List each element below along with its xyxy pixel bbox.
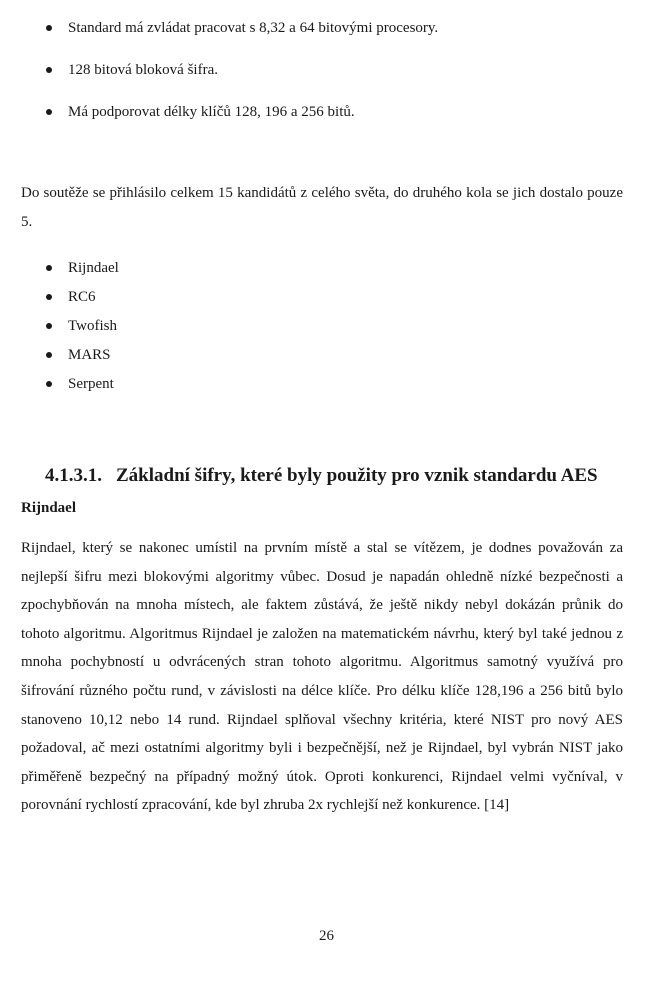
page-number: 26: [319, 928, 334, 944]
list-item-text: Serpent: [68, 376, 114, 392]
list-item-text: Twofish: [68, 318, 117, 334]
list-item: [0, 346, 119, 364]
bullet-icon: [46, 265, 52, 271]
list-item-text: Standard má zvládat pracovat s 8,32 a 64 bitovými procesory.: [68, 20, 439, 36]
list-item-text: RC6: [68, 289, 96, 305]
list-item: [0, 19, 438, 37]
list-item-text: 128 bitová bloková šifra.: [68, 62, 218, 78]
list-item: [0, 103, 438, 121]
section-title: Základní šifry, které byly použity pro vznik standardu AES: [116, 465, 598, 486]
list-item-text: Má podporovat délky klíčů 128, 196 a 256 bitů.: [68, 104, 355, 120]
list-item: [0, 259, 119, 277]
rijndael-paragraph: Rijndael, který se nakonec umístil na prvním místě a stal se vítězem, je dodnes považován za nejlepší šifru mezi blokovými algoritmy vůbec. Dosud je napadán ohledně nízké bezpečnosti a zpochybňován na mnoha místech, ale faktem zůstává, že ještě nikdy nebyl dokázán průnik do tohoto algoritmu. Algoritmus Rijndael je založen na matematickém návrhu, který byl také jednou z mnoha pochybností u odvrácených stran tohoto algoritmu. Algoritmus samotný využívá pro šifrování různého počtu rund, v závislosti na délce klíče. Pro délku klíče 128,196 a 256 bitů bylo stanoveno 10,12 nebo 14 rund. Rijndael splňoval všechny kritéria, které NIST pro nový AES požadoval, ač mezi ostatními algoritmy byli i bezpečnější, než je Rijndael, byl vybrán NIST jako přiměřeně bezpečný na případný možný útok. Oproti konkurenci, Rijndael velmi vyčníval, v porovnání rychlostí zpracování, kde byl zhruba 2x rychlejší než konkurence. [14]: [21, 540, 623, 814]
list-item: [0, 288, 119, 306]
bullet-icon: [46, 381, 52, 387]
bullet-icon: [46, 25, 52, 31]
list-item-text: MARS: [68, 347, 111, 363]
intro-paragraph: Do soutěže se přihlásilo celkem 15 kandidátů z celého světa, do druhého kola se jich dostalo pouze 5.: [21, 185, 623, 230]
list-item-text: Rijndael: [68, 260, 119, 276]
list-item: [0, 317, 119, 335]
section-number: 4.1.3.1.: [45, 465, 102, 486]
bullet-icon: [46, 352, 52, 358]
bullet-icon: [46, 294, 52, 300]
candidates-list: [0, 259, 119, 404]
bullet-icon: [46, 67, 52, 73]
subheading: Rijndael: [21, 500, 77, 516]
requirements-list: [0, 19, 438, 145]
bullet-icon: [46, 109, 52, 115]
bullet-icon: [46, 323, 52, 329]
list-item: [0, 375, 119, 393]
section-heading: [45, 464, 598, 488]
list-item: [0, 61, 438, 79]
